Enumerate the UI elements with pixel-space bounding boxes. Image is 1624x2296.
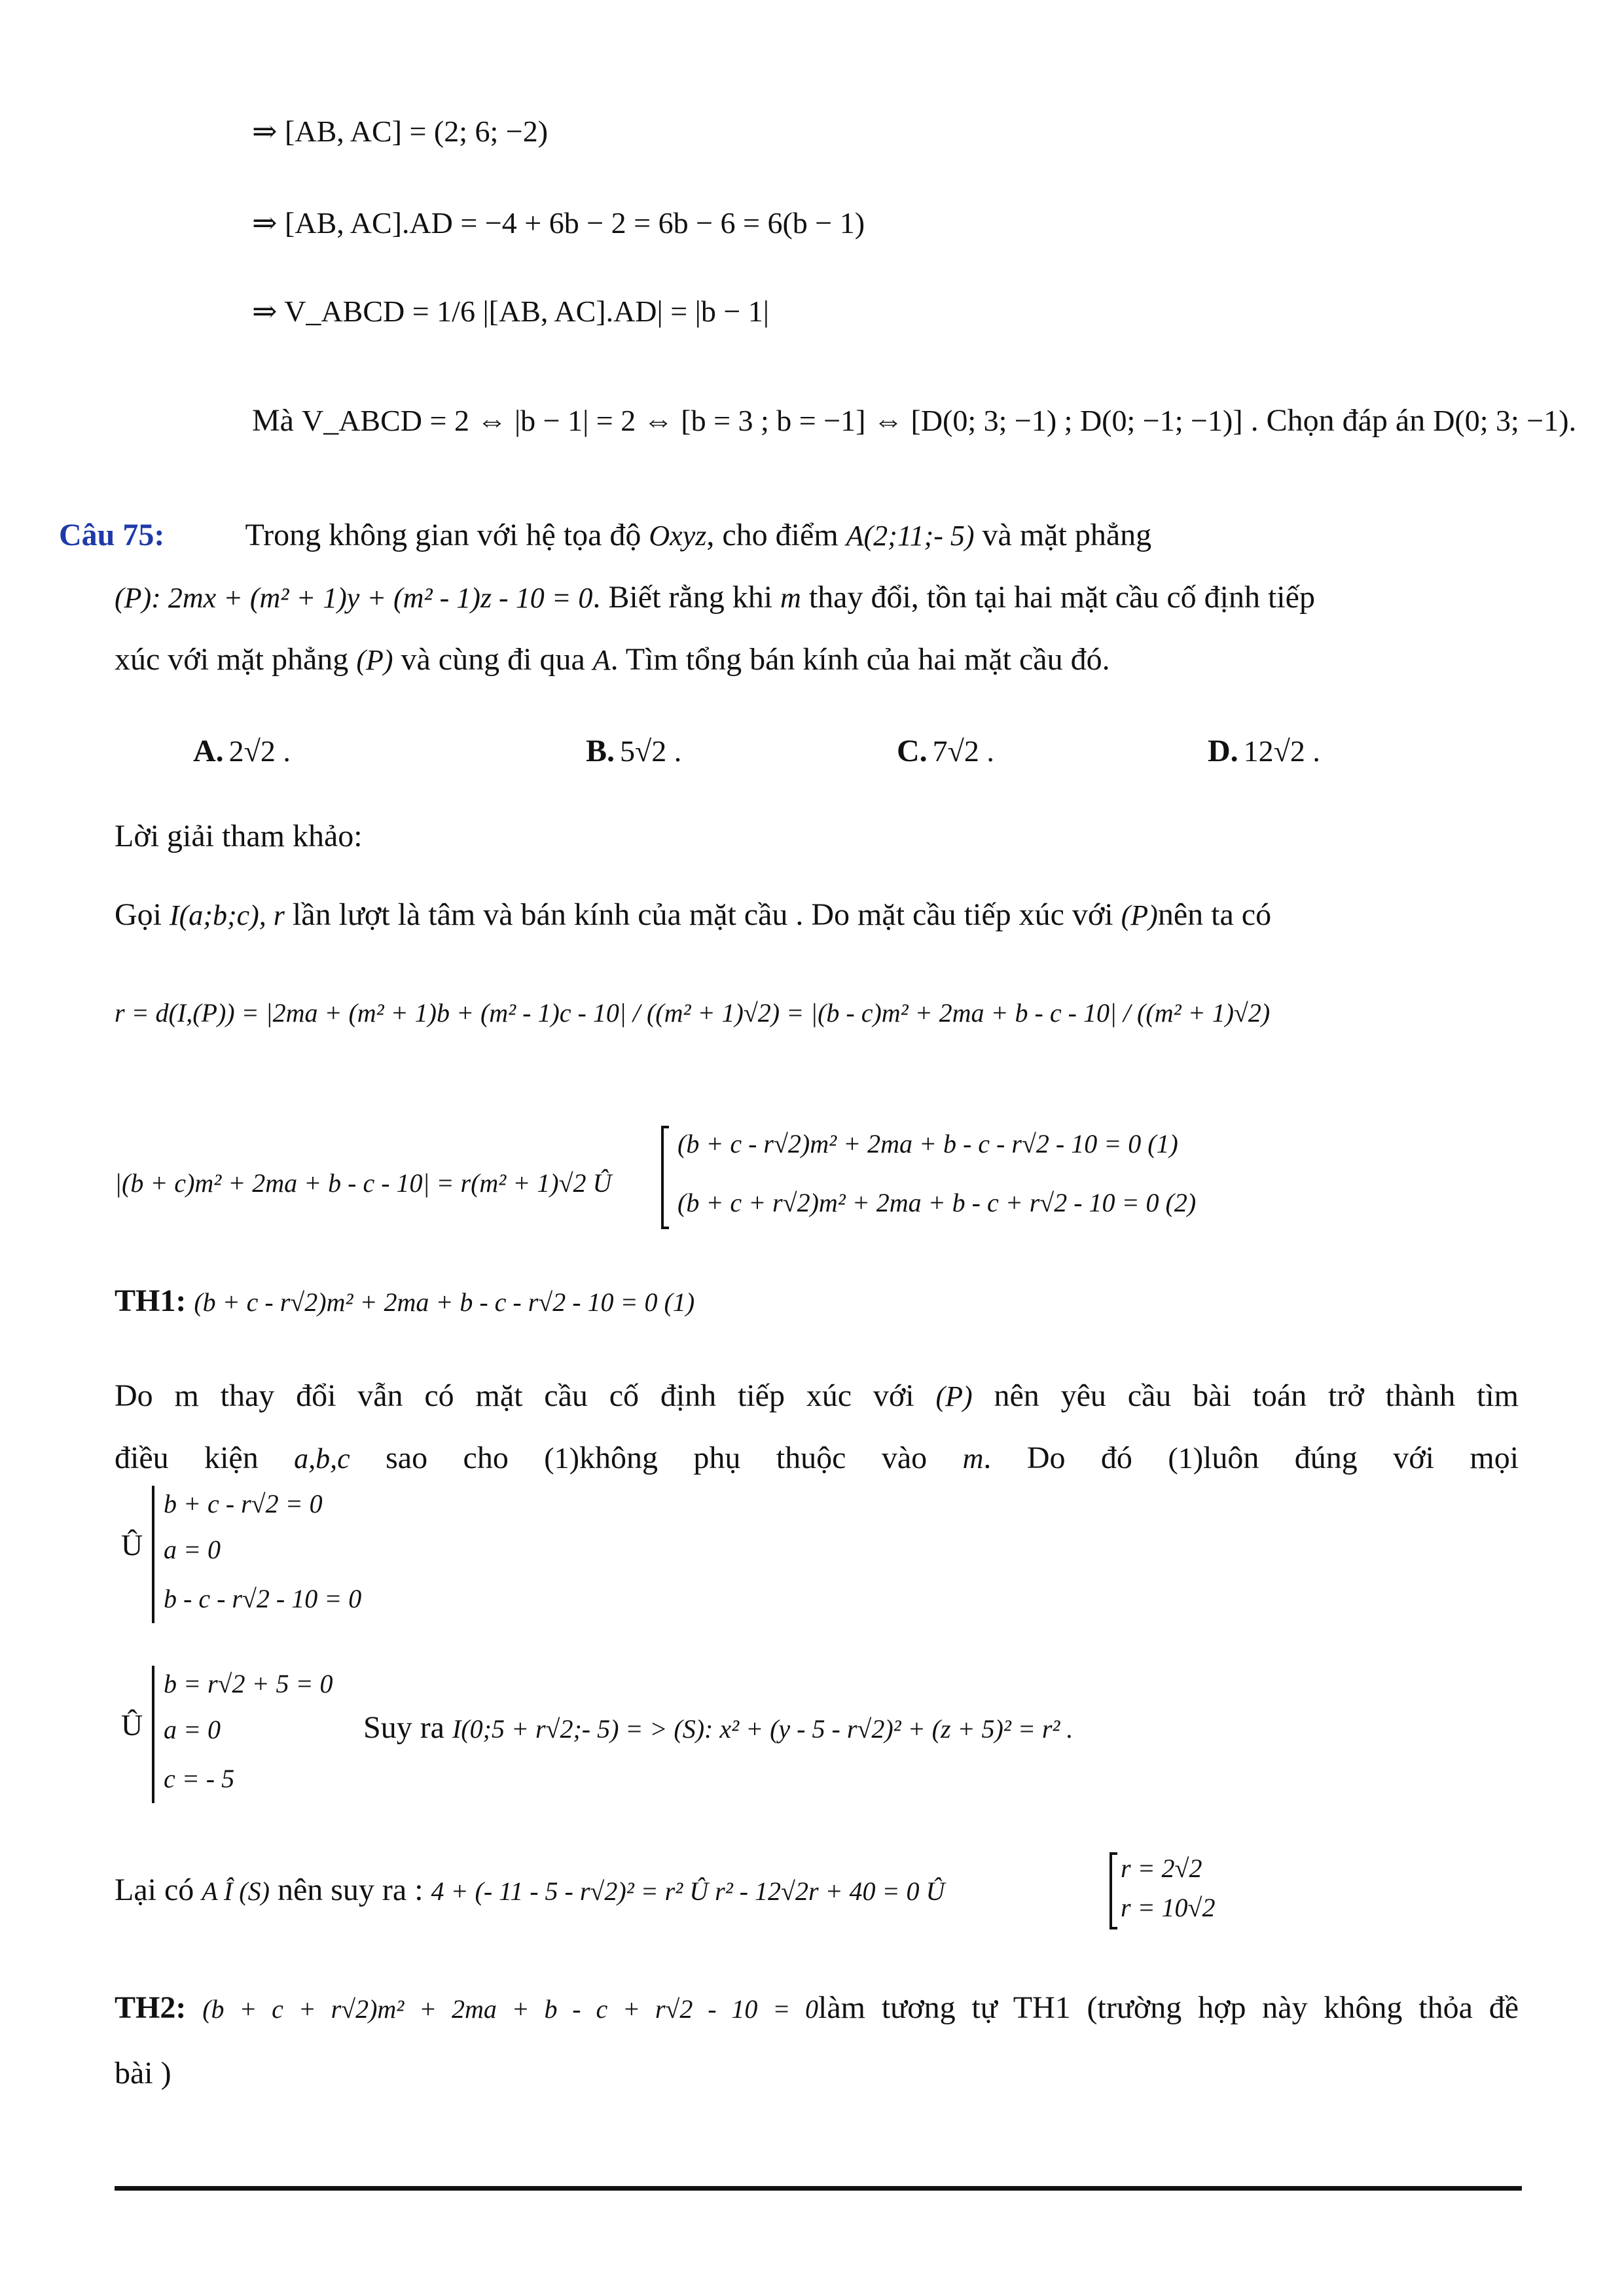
th2-equation: (b + c + r√2)m² + 2ma + b - c + r√2 - 10 = 0 <box>202 1994 819 2024</box>
th2-label: TH2: <box>115 1990 187 2025</box>
oxyz-symbol: Oxyz <box>649 520 707 552</box>
question-text: Trong không gian với hệ tọa độ <box>245 518 641 552</box>
th1-label: TH1: <box>115 1283 187 1318</box>
question-75-line-2 <box>115 579 1315 615</box>
th2-line-2: bài ) <box>115 2056 171 2090</box>
param-m: m <box>962 1443 984 1475</box>
center-line <box>363 1710 1073 1746</box>
question-text-8: . Tìm tổng bán kính của hai mặt cầu đó. <box>610 642 1110 677</box>
volume-condition: V_ABCD = 2 ⇔ |b − 1| = 2 ⇔ [b = 3 ; b = −1] ⇔ [D(0; 3; −1) ; D(0; −1; −1)] <box>301 404 1243 437</box>
question-text-7: và cùng đi qua <box>401 642 585 677</box>
cross-product-result: ⇒ [AB, AC] = (2; 6; −2) <box>252 115 549 148</box>
system-1-eq-3: b - c - r√2 - 10 = 0 <box>164 1584 362 1613</box>
p2-text-5: luôn đúng với mọi <box>1203 1441 1519 1475</box>
solution-heading: Lời giải tham khảo: <box>115 819 363 853</box>
system-2-eq-2: a = 0 <box>164 1715 221 1744</box>
nen-suy-ra-text: nên suy ra : <box>277 1873 424 1907</box>
paragraph-line-2 <box>115 1440 1519 1476</box>
intro-text: lần lượt là tâm và bán kính của mặt cầu . Do mặt cầu tiếp xúc với <box>292 897 1113 932</box>
root-2: r = 10√2 <box>1121 1893 1216 1922</box>
chosen-point: D(0; 3; −1). <box>1433 404 1577 437</box>
option-d[interactable] <box>1208 733 1320 769</box>
system-1-eq-1: b + c - r√2 = 0 <box>164 1489 323 1518</box>
p1-text-2: nên yêu cầu bài toán trở thành tìm <box>994 1378 1519 1413</box>
option-c[interactable] <box>897 733 994 769</box>
variables-abc: a,b,c <box>294 1443 350 1475</box>
solution-intro <box>115 897 1271 933</box>
system-2-equiv: Û <box>121 1708 143 1742</box>
p1-text: Do m thay đổi vẫn có mặt cầu cố định tiếp xúc với <box>115 1378 914 1413</box>
intro-text-end: nên ta có <box>1157 897 1272 932</box>
suy-ra-text: Suy ra <box>363 1710 444 1745</box>
abs-equation: |(b + c)m² + 2ma + b - c - 10| = r(m² + 1)√2 Û <box>115 1168 612 1198</box>
question-75-line-3 <box>115 641 1110 677</box>
goi-text: Gọi <box>115 897 162 932</box>
option-key: C. <box>897 734 928 768</box>
system-1-eq-2: a = 0 <box>164 1535 221 1564</box>
center-radius: I(a;b;c), r <box>170 899 285 931</box>
option-a[interactable] <box>193 733 291 769</box>
derivation-line-1 <box>252 115 548 149</box>
mixed-product: ⇒ [AB, AC].AD = −4 + 6b − 2 = 6b − 6 = 6(b − 1) <box>252 206 865 240</box>
th1-line <box>115 1283 695 1319</box>
option-value: 5√2 . <box>620 734 682 768</box>
lai-co-text: Lại có <box>115 1873 194 1907</box>
a-in-s: A Î (S) <box>202 1876 270 1906</box>
quadratic: 4 + (- 11 - 5 - r√2)² = r² Û r² - 12√2r + 40 = 0 Û <box>431 1876 945 1906</box>
point-a: A(2;11;- 5) <box>846 520 975 552</box>
chon-dap-an-text: . Chọn đáp án <box>1250 403 1426 438</box>
sphere-equation: I(0;5 + r√2;- 5) = > (S): x² + (y - 5 - r√2)² + (z + 5)² = r² . <box>452 1714 1074 1744</box>
system-1-equiv: Û <box>121 1528 143 1562</box>
derivation-line-3 <box>252 295 769 329</box>
point-a-symbol: A <box>592 644 611 676</box>
p2-text-3: không phụ thuộc vào <box>579 1441 928 1475</box>
system-2-eq-1: b = r√2 + 5 = 0 <box>164 1669 333 1698</box>
question-text-2: , cho điểm <box>706 518 839 552</box>
derivation-line-2 <box>252 206 865 241</box>
option-value: 12√2 . <box>1243 734 1320 768</box>
system-1-brace <box>152 1486 158 1623</box>
derivation-line-4 <box>252 403 1576 439</box>
p2-text-4: . Do đó <box>983 1441 1132 1475</box>
p2-text-2: sao cho <box>386 1441 509 1475</box>
option-value: 2√2 . <box>228 734 291 768</box>
case-2: (b + c + r√2)m² + 2ma + b - c + r√2 - 10 = 0 (2) <box>677 1188 1197 1217</box>
th1-equation: (b + c - r√2)m² + 2ma + b - c - r√2 - 10 = 0 (1) <box>194 1287 695 1317</box>
ma-text: Mà <box>252 403 294 438</box>
root-1: r = 2√2 <box>1121 1854 1202 1883</box>
th2-line <box>115 1990 1519 2026</box>
option-b[interactable] <box>586 733 681 769</box>
option-key: D. <box>1208 734 1238 768</box>
footer-divider <box>115 2186 1522 2191</box>
plane-p: (P) <box>1121 899 1158 931</box>
ref-eq-1b: (1) <box>1168 1441 1204 1475</box>
case-1: (b + c - r√2)m² + 2ma + b - c - r√2 - 10 = 0 (1) <box>677 1129 1178 1158</box>
plane-p: (P) <box>356 644 393 676</box>
ref-eq-1: (1) <box>544 1441 579 1475</box>
p2-text: điều kiện <box>115 1441 259 1475</box>
th2-text: làm tương tự TH1 (trường hợp này không thỏa đề <box>818 1990 1519 2025</box>
system-2-brace <box>152 1666 158 1803</box>
case-bracket <box>661 1126 669 1229</box>
param-m: m <box>780 582 801 614</box>
option-key: A. <box>193 734 224 768</box>
paragraph-line-1 <box>115 1378 1519 1414</box>
question-75-line-1 <box>59 517 1151 553</box>
question-label: Câu 75: <box>59 518 165 552</box>
question-text-5: thay đổi, tồn tại hai mặt cầu cố định tiếp <box>808 580 1315 615</box>
option-value: 7√2 . <box>932 734 994 768</box>
question-text-6: xúc với mặt phẳng <box>115 642 349 677</box>
lai-co-line <box>115 1872 945 1908</box>
distance-formula: r = d(I,(P)) = |2ma + (m² + 1)b + (m² - 1)c - 10| / ((m² + 1)√2) = |(b - c)m² + 2ma + b - c - 10| / ((m² + 1)√2) <box>115 998 1271 1028</box>
plane-equation: (P): 2mx + (m² + 1)y + (m² - 1)z - 10 = 0 <box>115 582 593 614</box>
option-key: B. <box>586 734 615 768</box>
volume-formula: ⇒ V_ABCD = 1/6 |[AB, AC].AD| = |b − 1| <box>252 295 770 328</box>
question-text-4: . Biết rằng khi <box>592 580 773 615</box>
plane-p: (P) <box>935 1380 973 1412</box>
roots-bracket <box>1110 1852 1117 1929</box>
question-text-3: và mặt phẳng <box>982 518 1152 552</box>
system-2-eq-3: c = - 5 <box>164 1764 235 1793</box>
